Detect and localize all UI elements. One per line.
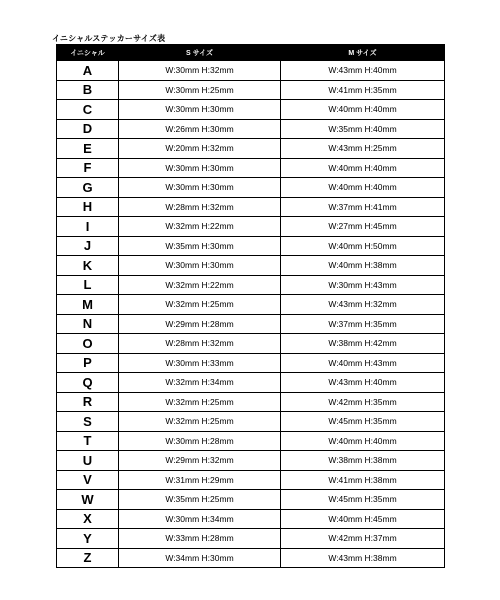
m-size-cell: W:40mm H:45mm — [281, 509, 445, 529]
s-size-cell: W:32mm H:34mm — [119, 373, 281, 393]
initial-letter: H — [57, 197, 119, 217]
m-size-cell: W:40mm H:43mm — [281, 353, 445, 373]
table-row — [57, 412, 445, 432]
initial-letter: V — [57, 470, 119, 490]
s-size-cell: W:20mm H:32mm — [119, 139, 281, 159]
table-row — [57, 334, 445, 354]
table-row — [57, 548, 445, 568]
s-size-cell: W:30mm H:30mm — [119, 256, 281, 276]
table-row — [57, 431, 445, 451]
table-row — [57, 139, 445, 159]
initial-letter: C — [57, 100, 119, 120]
initial-letter: N — [57, 314, 119, 334]
m-size-cell: W:40mm H:40mm — [281, 158, 445, 178]
table-row — [57, 509, 445, 529]
m-size-cell: W:43mm H:25mm — [281, 139, 445, 159]
initial-letter: D — [57, 119, 119, 139]
table-row — [57, 197, 445, 217]
size-table — [56, 44, 445, 568]
s-size-cell: W:29mm H:32mm — [119, 451, 281, 471]
s-size-cell: W:32mm H:25mm — [119, 412, 281, 432]
initial-letter: B — [57, 80, 119, 100]
table-row — [57, 80, 445, 100]
s-size-cell: W:32mm H:25mm — [119, 295, 281, 315]
s-size-cell: W:30mm H:30mm — [119, 158, 281, 178]
table-row — [57, 61, 445, 81]
s-size-cell: W:34mm H:30mm — [119, 548, 281, 568]
m-size-cell: W:40mm H:50mm — [281, 236, 445, 256]
m-size-cell: W:43mm H:32mm — [281, 295, 445, 315]
initial-letter: T — [57, 431, 119, 451]
m-size-cell: W:38mm H:38mm — [281, 451, 445, 471]
initial-letter: R — [57, 392, 119, 412]
table-row — [57, 178, 445, 198]
m-size-cell: W:30mm H:43mm — [281, 275, 445, 295]
m-size-cell: W:45mm H:35mm — [281, 490, 445, 510]
s-size-cell: W:35mm H:30mm — [119, 236, 281, 256]
table-header-row — [57, 45, 445, 61]
initial-letter: E — [57, 139, 119, 159]
m-size-cell: W:43mm H:40mm — [281, 373, 445, 393]
s-size-cell: W:35mm H:25mm — [119, 490, 281, 510]
initial-letter: I — [57, 217, 119, 237]
m-size-cell: W:40mm H:40mm — [281, 431, 445, 451]
initial-letter: U — [57, 451, 119, 471]
m-size-cell: W:40mm H:40mm — [281, 178, 445, 198]
table-row — [57, 392, 445, 412]
m-size-cell: W:42mm H:35mm — [281, 392, 445, 412]
table-row — [57, 470, 445, 490]
table-row — [57, 236, 445, 256]
initial-letter: L — [57, 275, 119, 295]
initial-letter: J — [57, 236, 119, 256]
s-size-cell: W:28mm H:32mm — [119, 334, 281, 354]
initial-letter: Z — [57, 548, 119, 568]
s-size-cell: W:30mm H:33mm — [119, 353, 281, 373]
s-size-cell: W:33mm H:28mm — [119, 529, 281, 549]
m-size-cell: W:37mm H:35mm — [281, 314, 445, 334]
s-size-cell: W:30mm H:30mm — [119, 178, 281, 198]
initial-letter: K — [57, 256, 119, 276]
table-row — [57, 353, 445, 373]
s-size-cell: W:30mm H:28mm — [119, 431, 281, 451]
table-row — [57, 314, 445, 334]
column-header-initial: イニシャル — [57, 45, 119, 61]
s-size-cell: W:32mm H:22mm — [119, 217, 281, 237]
m-size-cell: W:43mm H:40mm — [281, 61, 445, 81]
table-row — [57, 100, 445, 120]
initial-letter: P — [57, 353, 119, 373]
initial-letter: M — [57, 295, 119, 315]
initial-letter: G — [57, 178, 119, 198]
s-size-cell: W:29mm H:28mm — [119, 314, 281, 334]
s-size-cell: W:30mm H:34mm — [119, 509, 281, 529]
table-row — [57, 256, 445, 276]
m-size-cell: W:40mm H:38mm — [281, 256, 445, 276]
initial-letter: F — [57, 158, 119, 178]
table-row — [57, 373, 445, 393]
table-body — [57, 61, 445, 568]
m-size-cell: W:42mm H:37mm — [281, 529, 445, 549]
table-row — [57, 217, 445, 237]
s-size-cell: W:30mm H:32mm — [119, 61, 281, 81]
column-header-s-size: S サイズ — [119, 45, 281, 61]
initial-letter: O — [57, 334, 119, 354]
initial-letter: Y — [57, 529, 119, 549]
table-row — [57, 295, 445, 315]
m-size-cell: W:45mm H:35mm — [281, 412, 445, 432]
s-size-cell: W:26mm H:30mm — [119, 119, 281, 139]
m-size-cell: W:35mm H:40mm — [281, 119, 445, 139]
initial-letter: S — [57, 412, 119, 432]
s-size-cell: W:30mm H:30mm — [119, 100, 281, 120]
m-size-cell: W:40mm H:40mm — [281, 100, 445, 120]
page-title: イニシャルステッカーサイズ表 — [52, 34, 166, 43]
s-size-cell: W:31mm H:29mm — [119, 470, 281, 490]
m-size-cell: W:37mm H:41mm — [281, 197, 445, 217]
table-row — [57, 490, 445, 510]
table-row — [57, 451, 445, 471]
column-header-m-size: M サイズ — [281, 45, 445, 61]
m-size-cell: W:43mm H:38mm — [281, 548, 445, 568]
table-row — [57, 119, 445, 139]
m-size-cell: W:41mm H:38mm — [281, 470, 445, 490]
initial-letter: W — [57, 490, 119, 510]
s-size-cell: W:30mm H:25mm — [119, 80, 281, 100]
initial-letter: Q — [57, 373, 119, 393]
table-row — [57, 158, 445, 178]
m-size-cell: W:38mm H:42mm — [281, 334, 445, 354]
table-row — [57, 275, 445, 295]
s-size-cell: W:32mm H:25mm — [119, 392, 281, 412]
table-row — [57, 529, 445, 549]
initial-letter: X — [57, 509, 119, 529]
initial-letter: A — [57, 61, 119, 81]
m-size-cell: W:41mm H:35mm — [281, 80, 445, 100]
m-size-cell: W:27mm H:45mm — [281, 217, 445, 237]
s-size-cell: W:28mm H:32mm — [119, 197, 281, 217]
s-size-cell: W:32mm H:22mm — [119, 275, 281, 295]
